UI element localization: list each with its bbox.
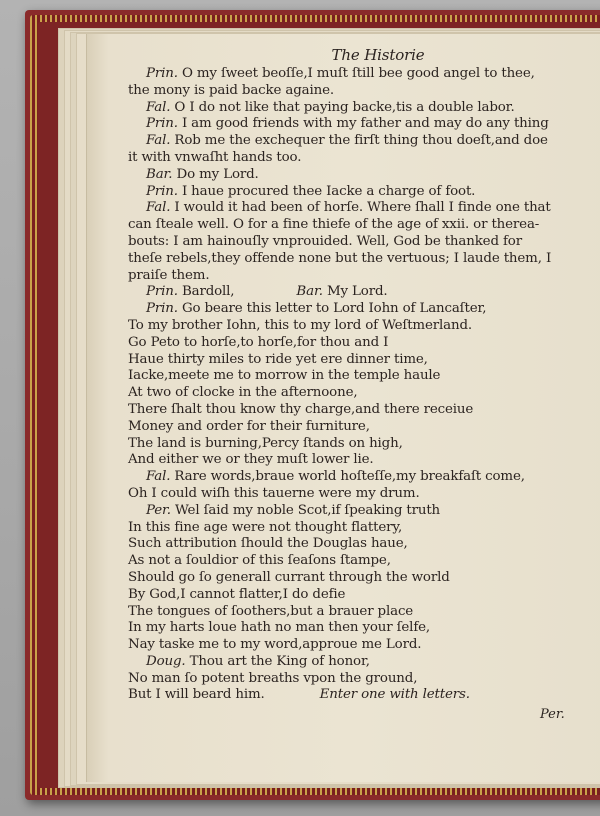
- line-text: To my brother Iohn, this to my lord of Weſtmerland.: [128, 317, 472, 333]
- verse-line: [128, 469, 588, 486]
- text-line: [128, 83, 588, 100]
- text-line: [128, 217, 588, 234]
- line-text: In this fine age were not thought flattery,: [128, 519, 403, 535]
- speaker: Prin.: [146, 116, 178, 132]
- verse-line: [128, 368, 588, 385]
- line-text: Do my Lord.: [176, 166, 259, 182]
- verse-line: [128, 486, 588, 503]
- line-text: the mony is paid backe againe.: [128, 82, 334, 98]
- line-text: There ſhalt thou know thy charge,and there receiue: [128, 401, 474, 417]
- verse-line: [128, 604, 588, 621]
- verse-line: [128, 436, 588, 453]
- line-text: O I do not like that paying backe,tis a double labor.: [174, 99, 515, 115]
- line-text: can ſteale well. O for a fine thiefe of the age of xxii. or therea-: [128, 217, 540, 233]
- line-text: The land is burning,Percy ſtands on high,: [128, 435, 403, 451]
- line-text: Oh I could wiſh this tauerne were my drum.: [128, 485, 420, 501]
- line-text: Go Peto to horſe,to horſe,for thou and I: [128, 334, 389, 350]
- line-text: By God,I cannot flatter,I do defie: [128, 586, 346, 602]
- text-line: [128, 268, 588, 285]
- speaker: Fal.: [146, 99, 171, 115]
- verse-line: [128, 318, 588, 335]
- verse-line: [128, 587, 588, 604]
- speaker: Prin.: [146, 301, 178, 317]
- speaker: Fal.: [146, 133, 171, 149]
- page-text: [128, 46, 588, 704]
- stage-direction: Enter one with letters.: [319, 687, 470, 703]
- line-text: bouts: I am hainouſly vnprouided. Well, God be thanked for: [128, 233, 522, 249]
- text-line: [128, 150, 588, 167]
- verse-line: [128, 671, 588, 688]
- speaker: Per.: [146, 502, 171, 518]
- line-text: And either we or they muſt lower lie.: [128, 452, 374, 468]
- line-text: Bardoll,: [181, 284, 235, 300]
- speaker: Fal.: [146, 200, 171, 216]
- verse-line: [128, 536, 588, 553]
- verse-line: [128, 687, 588, 704]
- verse-line: [128, 654, 588, 671]
- line-text: Nay taske me to my word,approue me Lord.: [128, 637, 422, 653]
- text-line: [128, 66, 588, 83]
- line-text: Thou art the King of honor,: [189, 653, 370, 669]
- line-text: No man ſo potent breaths vpon the ground,: [128, 670, 418, 686]
- verse-line: [128, 335, 588, 352]
- line-text: I haue procured thee Iacke a charge of foot.: [181, 183, 476, 199]
- verse-line: [128, 553, 588, 570]
- verse-line: [128, 452, 588, 469]
- verse-line: [128, 301, 588, 318]
- speaker: Prin.: [146, 66, 178, 81]
- text-line: [128, 200, 588, 217]
- line-text: My Lord.: [326, 284, 388, 300]
- line-text: As not a ſouldior of this ſeaſons ſtampe,: [128, 553, 391, 569]
- verse-line: [128, 352, 588, 369]
- line-text: I would it had been of horſe. Where ſhall I finde one that: [174, 200, 551, 216]
- line-text: At two of clocke in the afternoone,: [128, 385, 358, 401]
- verse-line: [128, 520, 588, 537]
- verse-line: [128, 385, 588, 402]
- text-line: [128, 284, 588, 301]
- text-line: [128, 100, 588, 117]
- line-text: Wel ſaid my noble Scot,if ſpeaking truth: [175, 502, 441, 518]
- line-text: Haue thirty miles to ride yet ere dinner time,: [128, 351, 428, 367]
- line-text: I am good friends with my father and may do any thing: [181, 116, 549, 132]
- catchword: Per.: [540, 707, 565, 722]
- text-line: [128, 167, 588, 184]
- verse-line: [128, 637, 588, 654]
- verse-line: [128, 402, 588, 419]
- line-text: The tongues of ſoothers,but a brauer place: [128, 603, 414, 619]
- speaker: Bar.: [296, 284, 323, 300]
- line-text: But I will beard him.: [128, 687, 265, 703]
- verse-line: [128, 503, 588, 520]
- line-text: Go beare this letter to Lord Iohn of Lancaſter,: [181, 301, 487, 317]
- speaker: Prin.: [146, 284, 178, 300]
- text-line: [128, 184, 588, 201]
- line-text: theſe rebels,they offende none but the vertuous; I laude them, I: [128, 250, 552, 266]
- text-line: [128, 234, 588, 251]
- verse-line: [128, 620, 588, 637]
- speaker: Prin.: [146, 183, 178, 199]
- line-text: In my harts loue hath no man then your ſelfe,: [128, 620, 430, 636]
- speaker: Bar.: [146, 166, 173, 182]
- line-text: Money and order for their furniture,: [128, 418, 370, 434]
- verse-line: [128, 419, 588, 436]
- line-text: Rare words,braue world hoſteſſe,my breakfaſt come,: [174, 469, 525, 485]
- text-line: [128, 133, 588, 150]
- verse-line: [128, 570, 588, 587]
- text-line: [128, 116, 588, 133]
- speaker: Doug.: [146, 653, 186, 669]
- line-text: O my ſweet beoſſe,I muſt ſtill bee good angel to thee,: [181, 66, 535, 81]
- running-head: The Historie: [331, 46, 425, 64]
- line-text: Such attribution ſhould the Douglas haue,: [128, 536, 408, 552]
- line-text: Iacke,meete me to morrow in the temple haule: [128, 368, 441, 384]
- text-line: [128, 251, 588, 268]
- line-text: it with vnwaſht hands too.: [128, 149, 302, 165]
- speaker: Fal.: [146, 469, 171, 485]
- line-text: praiſe them.: [128, 267, 210, 283]
- line-text: Rob me the exchequer the firſt thing thou doeſt,and doe: [174, 133, 548, 149]
- line-text: Should go ſo generall currant through the world: [128, 569, 450, 585]
